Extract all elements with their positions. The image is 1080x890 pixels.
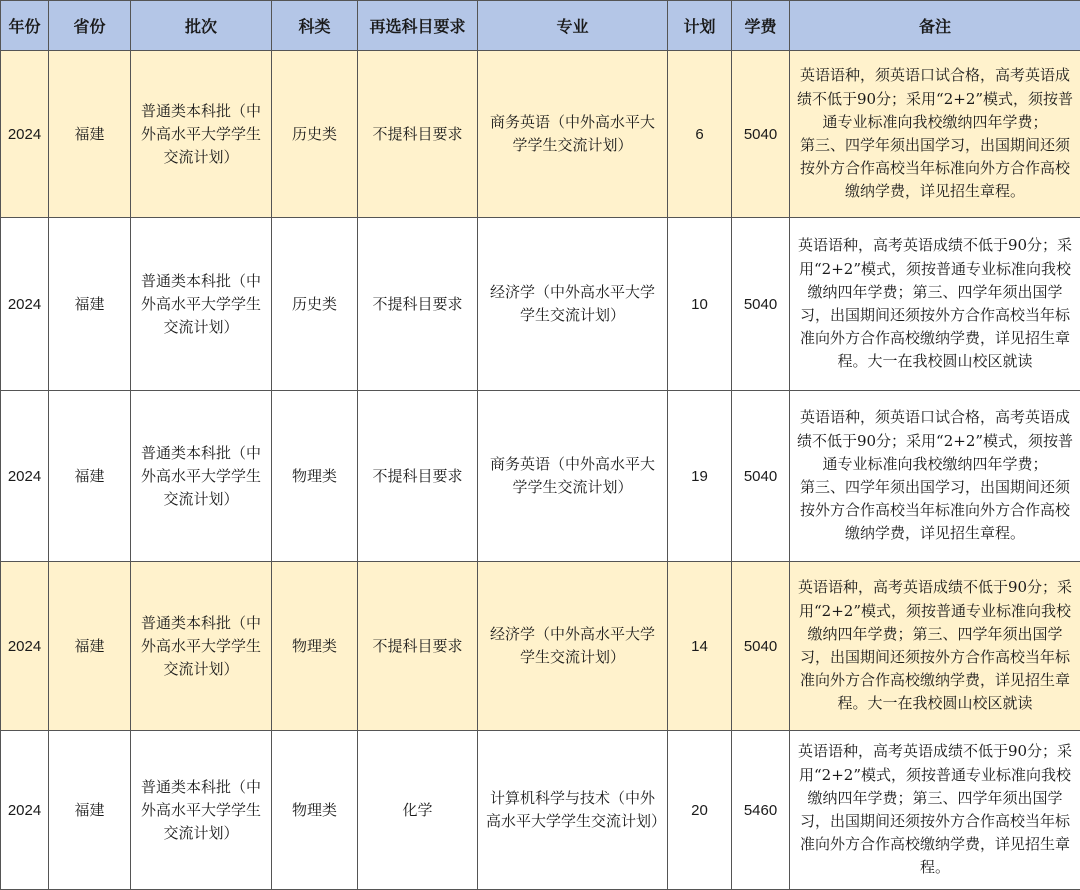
cell-category: 历史类 xyxy=(272,218,358,391)
cell-province: 福建 xyxy=(49,562,131,731)
cell-province: 福建 xyxy=(49,731,131,890)
cell-category: 物理类 xyxy=(272,391,358,562)
cell-province: 福建 xyxy=(49,218,131,391)
cell-batch: 普通类本科批（中外高水平大学学生交流计划） xyxy=(131,218,272,391)
cell-batch: 普通类本科批（中外高水平大学学生交流计划） xyxy=(131,562,272,731)
header-tuition: 学费 xyxy=(732,1,790,51)
header-batch: 批次 xyxy=(131,1,272,51)
cell-notes: 英语语种，须英语口试合格，高考英语成绩不低于90分；采用“2+2”模式，须按普通专业标准向我校缴纳四年学费； 第三、四学年须出国学习，出国期间还须按外方合作高校当年标准向外方合作高校缴纳学费，详见招生章程。 xyxy=(790,51,1080,218)
header-row xyxy=(1,1,1080,51)
cell-plan: 10 xyxy=(668,218,732,391)
cell-major: 经济学（中外高水平大学学生交流计划） xyxy=(478,562,668,731)
cell-batch: 普通类本科批（中外高水平大学学生交流计划） xyxy=(131,51,272,218)
cell-major: 计算机科学与技术（中外高水平大学学生交流计划） xyxy=(478,731,668,890)
cell-plan: 19 xyxy=(668,391,732,562)
cell-year: 2024 xyxy=(1,562,49,731)
cell-province: 福建 xyxy=(49,51,131,218)
cell-subject-requirement: 化学 xyxy=(358,731,478,890)
cell-tuition: 5460 xyxy=(732,731,790,890)
cell-category: 历史类 xyxy=(272,51,358,218)
header-year: 年份 xyxy=(1,1,49,51)
cell-tuition: 5040 xyxy=(732,391,790,562)
cell-tuition: 5040 xyxy=(732,562,790,731)
table-row xyxy=(1,391,1080,562)
cell-tuition: 5040 xyxy=(732,51,790,218)
cell-subject-requirement: 不提科目要求 xyxy=(358,51,478,218)
cell-plan: 20 xyxy=(668,731,732,890)
table-row xyxy=(1,731,1080,890)
cell-year: 2024 xyxy=(1,731,49,890)
cell-year: 2024 xyxy=(1,391,49,562)
cell-notes: 英语语种，须英语口试合格，高考英语成绩不低于90分；采用“2+2”模式，须按普通专业标准向我校缴纳四年学费； 第三、四学年须出国学习，出国期间还须按外方合作高校当年标准向外方合作高校缴纳学费，详见招生章程。 xyxy=(790,391,1080,562)
cell-subject-requirement: 不提科目要求 xyxy=(358,218,478,391)
cell-major: 商务英语（中外高水平大学学生交流计划） xyxy=(478,391,668,562)
header-major: 专业 xyxy=(478,1,668,51)
header-subject-requirement: 再选科目要求 xyxy=(358,1,478,51)
cell-batch: 普通类本科批（中外高水平大学学生交流计划） xyxy=(131,391,272,562)
cell-category: 物理类 xyxy=(272,562,358,731)
cell-category: 物理类 xyxy=(272,731,358,890)
cell-plan: 14 xyxy=(668,562,732,731)
table-row xyxy=(1,218,1080,391)
cell-subject-requirement: 不提科目要求 xyxy=(358,562,478,731)
header-plan: 计划 xyxy=(668,1,732,51)
cell-major: 商务英语（中外高水平大学学生交流计划） xyxy=(478,51,668,218)
header-notes: 备注 xyxy=(790,1,1080,51)
cell-province: 福建 xyxy=(49,391,131,562)
header-category: 科类 xyxy=(272,1,358,51)
cell-subject-requirement: 不提科目要求 xyxy=(358,391,478,562)
cell-batch: 普通类本科批（中外高水平大学学生交流计划） xyxy=(131,731,272,890)
cell-notes: 英语语种，高考英语成绩不低于90分；采用“2+2”模式，须按普通专业标准向我校缴纳四年学费；第三、四学年须出国学习，出国期间还须按外方合作高校当年标准向外方合作高校缴纳学费，详见招生章程。大一在我校圆山校区就读 xyxy=(790,218,1080,391)
cell-plan: 6 xyxy=(668,51,732,218)
table-row xyxy=(1,51,1080,218)
cell-notes: 英语语种，高考英语成绩不低于90分；采用“2+2”模式，须按普通专业标准向我校缴纳四年学费；第三、四学年须出国学习，出国期间还须按外方合作高校当年标准向外方合作高校缴纳学费，详见招生章程。大一在我校圆山校区就读 xyxy=(790,562,1080,731)
header-province: 省份 xyxy=(49,1,131,51)
cell-major: 经济学（中外高水平大学学生交流计划） xyxy=(478,218,668,391)
cell-notes: 英语语种，高考英语成绩不低于90分；采用“2+2”模式，须按普通专业标准向我校缴纳四年学费；第三、四学年须出国学习，出国期间还须按外方合作高校当年标准向外方合作高校缴纳学费，详见招生章程。 xyxy=(790,731,1080,890)
cell-year: 2024 xyxy=(1,51,49,218)
cell-tuition: 5040 xyxy=(732,218,790,391)
table-row xyxy=(1,562,1080,731)
cell-year: 2024 xyxy=(1,218,49,391)
